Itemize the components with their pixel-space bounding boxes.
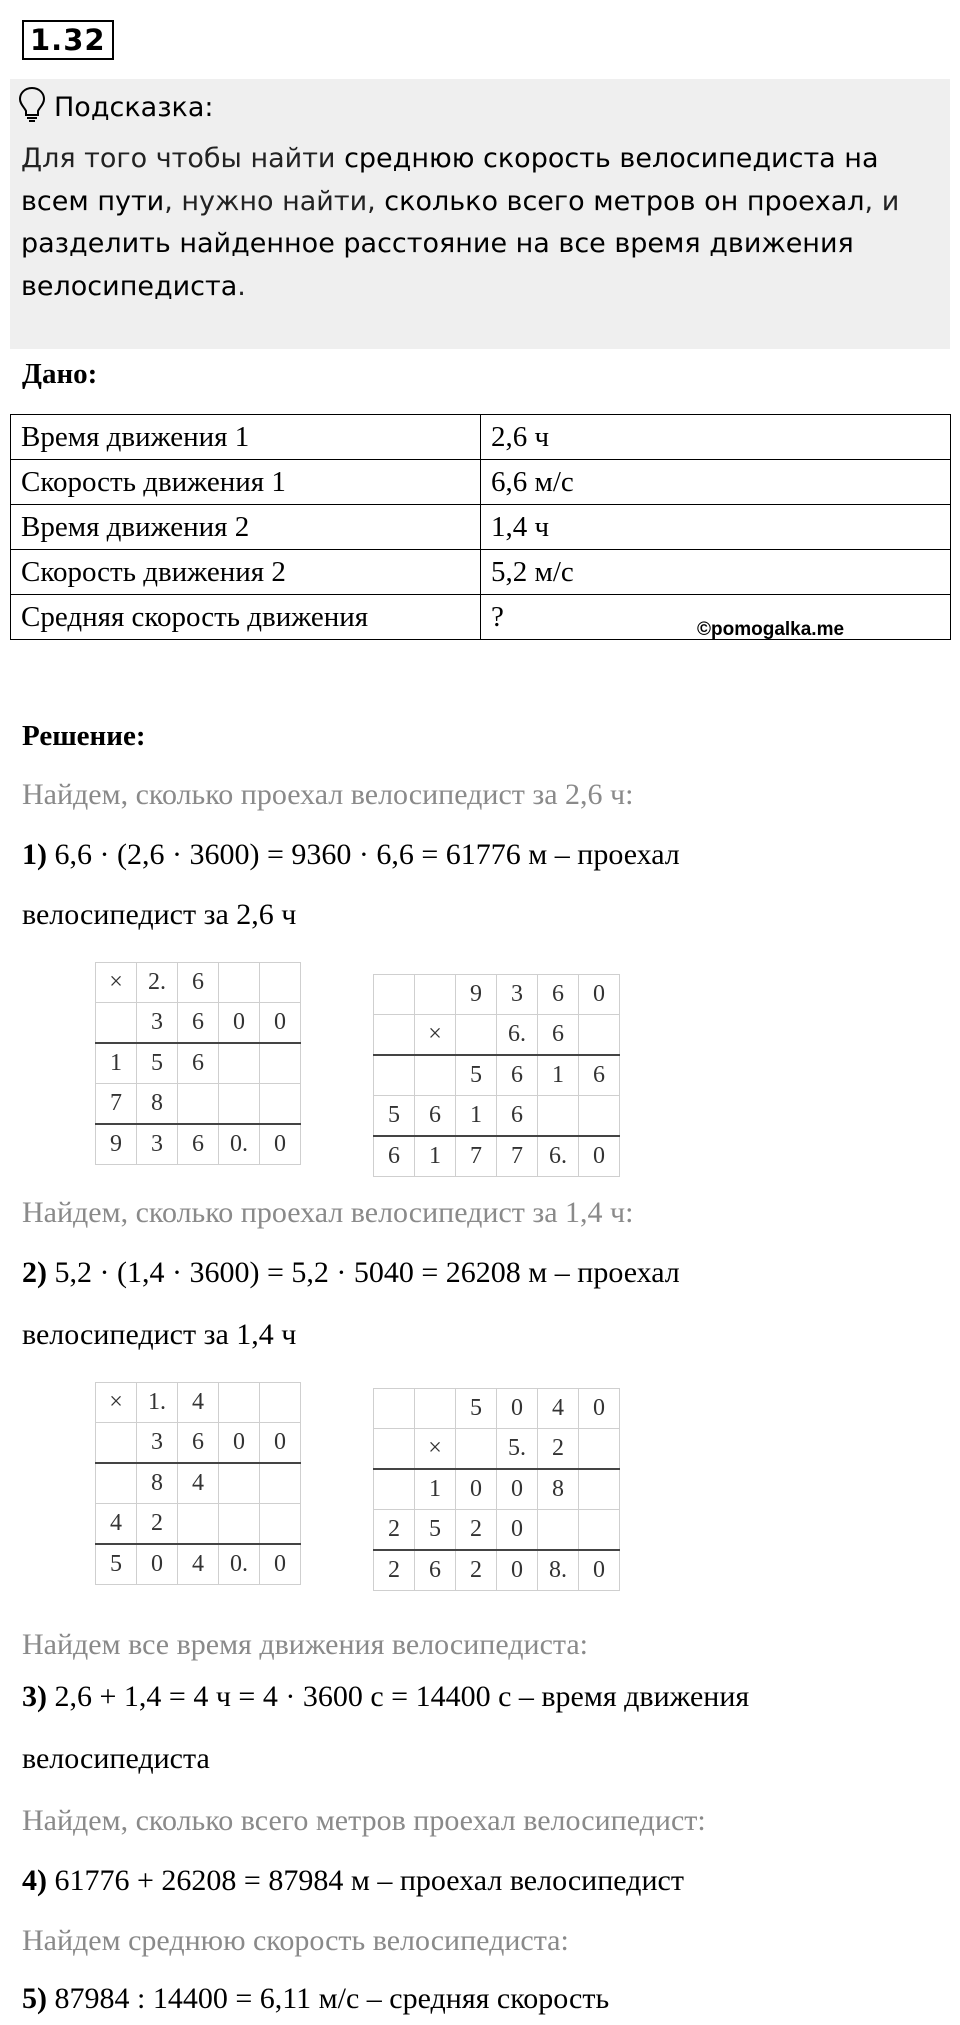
calc-cell: 1 bbox=[96, 1043, 137, 1084]
calc-cell: 1 bbox=[456, 1096, 497, 1137]
step2-note: Найдем, сколько проехал велосипедист за 1,4 ч: bbox=[22, 1196, 634, 1229]
calc-cell: 0. bbox=[219, 1124, 260, 1165]
calc-row bbox=[96, 1423, 301, 1464]
calc-cell bbox=[260, 1084, 301, 1125]
calc-cell: 6 bbox=[374, 1136, 415, 1177]
lightbulb-icon bbox=[18, 86, 46, 129]
calc-row bbox=[96, 963, 301, 1003]
calc-cell: 8. bbox=[538, 1550, 579, 1591]
calc-row bbox=[96, 1383, 301, 1423]
calc-row bbox=[96, 1504, 301, 1545]
calc-row bbox=[374, 1389, 620, 1429]
calc-cell bbox=[374, 1055, 415, 1096]
calc-cell bbox=[538, 1096, 579, 1137]
calc-cell bbox=[178, 1504, 219, 1545]
calc-cell: 6 bbox=[178, 1124, 219, 1165]
hint-header bbox=[18, 86, 214, 129]
calc-cell: 8 bbox=[137, 1084, 178, 1125]
calc-cell: 6 bbox=[497, 1055, 538, 1096]
calc-cell bbox=[260, 1043, 301, 1084]
calc-cell bbox=[579, 1015, 620, 1056]
calc-cell bbox=[579, 1469, 620, 1510]
calc-cell: 3 bbox=[137, 1124, 178, 1165]
calc-row bbox=[96, 1124, 301, 1165]
hint-title: Подсказка: bbox=[54, 92, 214, 123]
calc-cell bbox=[219, 1043, 260, 1084]
calc-cell: 0 bbox=[497, 1550, 538, 1591]
calc-cell: 0 bbox=[579, 975, 620, 1015]
calc-row bbox=[96, 1043, 301, 1084]
calc-cell bbox=[219, 1504, 260, 1545]
calc-row bbox=[374, 1510, 620, 1551]
calc-cell: 4 bbox=[96, 1504, 137, 1545]
calc-cell: 2 bbox=[137, 1504, 178, 1545]
calc-cell: 4 bbox=[538, 1389, 579, 1429]
calc-cell bbox=[260, 1504, 301, 1545]
calc-row bbox=[96, 1463, 301, 1504]
calc-cell: 1. bbox=[137, 1383, 178, 1423]
calc-cell bbox=[415, 975, 456, 1015]
table-row: Время движения 1 2,6 ч bbox=[11, 415, 951, 460]
calc-cell bbox=[374, 1015, 415, 1056]
calc-cell: 5 bbox=[96, 1544, 137, 1585]
calc-cell bbox=[374, 1429, 415, 1470]
table-row: Скорость движения 2 5,2 м/с bbox=[11, 550, 951, 595]
calc-cell: 2 bbox=[456, 1550, 497, 1591]
calc-cell bbox=[219, 1084, 260, 1125]
calc-cell bbox=[579, 1429, 620, 1470]
calc-cell: 6 bbox=[178, 963, 219, 1003]
step3-note: Найдем все время движения велосипедиста: bbox=[22, 1628, 589, 1661]
step1-line: 1) 6,6 · (2,6 · 3600) = 9360 · 6,6 = 61776 м – проехал bbox=[22, 838, 680, 871]
calc-cell: 6 bbox=[538, 975, 579, 1015]
calc-cell: 8 bbox=[137, 1463, 178, 1504]
calc-cell: 0 bbox=[137, 1544, 178, 1585]
calc-cell: 6 bbox=[178, 1003, 219, 1044]
calc-row bbox=[96, 1003, 301, 1044]
calc-cell: 6 bbox=[178, 1423, 219, 1464]
calc-cell: 5 bbox=[456, 1055, 497, 1096]
calc-cell: 0 bbox=[260, 1124, 301, 1165]
calc-row bbox=[374, 1055, 620, 1096]
calc-row bbox=[96, 1084, 301, 1125]
calc-cell: 1 bbox=[415, 1136, 456, 1177]
calc-cell bbox=[178, 1084, 219, 1125]
calc-cell: 1 bbox=[415, 1469, 456, 1510]
calc-cell: 2 bbox=[374, 1510, 415, 1551]
calc-cell: 9 bbox=[96, 1124, 137, 1165]
calc-cell: 0 bbox=[260, 1544, 301, 1585]
calc-cell bbox=[415, 1389, 456, 1429]
calc-cell bbox=[219, 963, 260, 1003]
calc-cell: 3 bbox=[137, 1003, 178, 1044]
calc-cell bbox=[96, 1003, 137, 1044]
calc-cell bbox=[219, 1463, 260, 1504]
calc-cell: 1 bbox=[538, 1055, 579, 1096]
calc-cell: 4 bbox=[178, 1383, 219, 1423]
calc-cell bbox=[415, 1055, 456, 1096]
calc-cell: × bbox=[96, 1383, 137, 1423]
calc-cell: 0 bbox=[497, 1389, 538, 1429]
calc-cell: 0 bbox=[456, 1469, 497, 1510]
calc-cell: 3 bbox=[497, 975, 538, 1015]
step4-note: Найдем, сколько всего метров проехал велосипедист: bbox=[22, 1804, 706, 1837]
calc-cell bbox=[374, 1469, 415, 1510]
calc-cell: 6. bbox=[538, 1136, 579, 1177]
given-table bbox=[10, 414, 951, 640]
calc-cell bbox=[456, 1429, 497, 1470]
calc-row bbox=[374, 1550, 620, 1591]
calc-cell bbox=[456, 1015, 497, 1056]
calc-row bbox=[374, 1136, 620, 1177]
calc-cell: 6 bbox=[415, 1550, 456, 1591]
step3-line: 3) 2,6 + 1,4 = 4 ч = 4 · 3600 с = 14400 с – время движения bbox=[22, 1680, 750, 1713]
calc-cell: 6 bbox=[579, 1055, 620, 1096]
calc-cell: 6 bbox=[497, 1096, 538, 1137]
calc-cell: 5 bbox=[456, 1389, 497, 1429]
calc-cell bbox=[260, 1383, 301, 1423]
calc-table-2 bbox=[373, 974, 620, 1177]
watermark: ©pomogalka.me bbox=[697, 619, 845, 640]
table-row: Скорость движения 1 6,6 м/с bbox=[11, 460, 951, 505]
calc-cell bbox=[219, 1383, 260, 1423]
calc-row bbox=[374, 975, 620, 1015]
calc-cell: 6 bbox=[178, 1043, 219, 1084]
calc-cell: 3 bbox=[137, 1423, 178, 1464]
calc-cell: 5 bbox=[415, 1510, 456, 1551]
calc-cell: 0 bbox=[219, 1003, 260, 1044]
calc-cell bbox=[260, 963, 301, 1003]
calc-cell: 2. bbox=[137, 963, 178, 1003]
calc-row bbox=[374, 1096, 620, 1137]
table-row: Средняя скорость движения ? bbox=[11, 595, 951, 640]
calc-cell: 0 bbox=[579, 1389, 620, 1429]
calc-cell: 5. bbox=[497, 1429, 538, 1470]
calc-cell: 0 bbox=[579, 1136, 620, 1177]
calc-cell: 5 bbox=[374, 1096, 415, 1137]
calc-cell: 0 bbox=[579, 1550, 620, 1591]
calc-cell: 7 bbox=[497, 1136, 538, 1177]
calc-cell: 4 bbox=[178, 1463, 219, 1504]
task-number: 1.32 bbox=[22, 20, 114, 60]
step5-note: Найдем среднюю скорость велосипедиста: bbox=[22, 1924, 569, 1957]
calc-cell: 8 bbox=[538, 1469, 579, 1510]
calc-cell: 2 bbox=[374, 1550, 415, 1591]
calc-cell: × bbox=[415, 1429, 456, 1470]
calc-cell bbox=[96, 1423, 137, 1464]
calc-row bbox=[374, 1469, 620, 1510]
calc-cell bbox=[260, 1463, 301, 1504]
calc-row bbox=[374, 1429, 620, 1470]
solution-label: Решение: bbox=[22, 720, 146, 752]
calc-row bbox=[374, 1015, 620, 1056]
calc-row bbox=[96, 1544, 301, 1585]
calc-table-4 bbox=[373, 1388, 620, 1591]
calc-cell bbox=[374, 975, 415, 1015]
calc-cell: 5 bbox=[137, 1043, 178, 1084]
calc-cell: 7 bbox=[456, 1136, 497, 1177]
calc-cell: 6 bbox=[415, 1096, 456, 1137]
step3-line2: велосипедиста bbox=[22, 1742, 210, 1775]
calc-cell: 0 bbox=[497, 1469, 538, 1510]
step4-line: 4) 61776 + 26208 = 87984 м – проехал велосипедист bbox=[22, 1864, 684, 1897]
calc-cell: 0 bbox=[219, 1423, 260, 1464]
calc-cell: × bbox=[415, 1015, 456, 1056]
calc-cell: 0 bbox=[260, 1003, 301, 1044]
calc-cell: 0. bbox=[219, 1544, 260, 1585]
calc-cell: × bbox=[96, 963, 137, 1003]
step1-line2: велосипедист за 2,6 ч bbox=[22, 898, 297, 931]
calc-cell: 2 bbox=[456, 1510, 497, 1551]
calc-cell: 6 bbox=[538, 1015, 579, 1056]
calc-cell: 9 bbox=[456, 975, 497, 1015]
calc-cell bbox=[579, 1096, 620, 1137]
calc-cell: 0 bbox=[497, 1510, 538, 1551]
calc-table-3 bbox=[95, 1382, 301, 1585]
calc-cell: 4 bbox=[178, 1544, 219, 1585]
calc-cell bbox=[96, 1463, 137, 1504]
calc-cell bbox=[538, 1510, 579, 1551]
hint-text: Для того чтобы найти среднюю скорость велосипедиста на всем пути, нужно найти, сколько всего метров он проехал, и разделить найденное расстояние на все время движения велосипедиста. bbox=[21, 143, 900, 302]
calc-cell: 6. bbox=[497, 1015, 538, 1056]
calc-cell bbox=[579, 1510, 620, 1551]
calc-table-1 bbox=[95, 962, 301, 1165]
calc-cell: 0 bbox=[260, 1423, 301, 1464]
given-label: Дано: bbox=[22, 358, 98, 390]
calc-cell: 7 bbox=[96, 1084, 137, 1125]
step5-line: 5) 87984 : 14400 = 6,11 м/с – средняя скорость bbox=[22, 1982, 610, 2015]
calc-cell bbox=[374, 1389, 415, 1429]
step2-line: 2) 5,2 · (1,4 · 3600) = 5,2 · 5040 = 26208 м – проехал bbox=[22, 1256, 680, 1289]
table-row: Время движения 2 1,4 ч bbox=[11, 505, 951, 550]
step1-note: Найдем, сколько проехал велосипедист за 2,6 ч: bbox=[22, 778, 634, 811]
calc-cell: 2 bbox=[538, 1429, 579, 1470]
step2-line2: велосипедист за 1,4 ч bbox=[22, 1318, 297, 1351]
